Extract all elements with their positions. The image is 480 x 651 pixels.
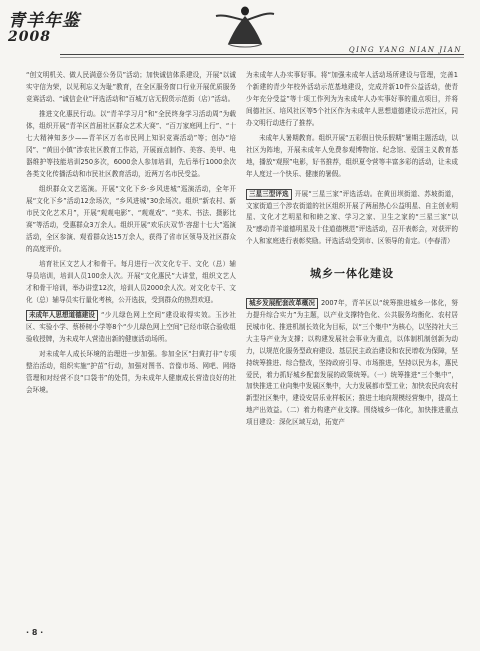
paragraph: “创文明机关、做人民满意公务员”活动；加快诚信体系建设，开展“以诚实守信为荣，以见利忘义为耻”教育，在全区服务窗口行业开展优质服务竞赛活动、“诚信企业”评选活动和“百城万店无假货示范街（店）”活动。 — [26, 71, 236, 103]
paragraph-text: 开展“三星三家”评选活动。在黄田坝街道、苏坡街道，文家街道三个涉农街道的社区组织开展了两届热心公益明星、自主创业明星、文化才艺明星和和睦之家、学习之家、卫生之家的“三星三家”以及“感动青羊道德明星及十佳道德模范”评选活动，召开表彰会，对获评的个人和家庭进行表彰奖励。评选活动受到市、区领导的肯定。（李春清） — [246, 189, 458, 246]
page-header — [0, 0, 480, 62]
page-number: · 8 · — [26, 628, 44, 637]
paragraph — [246, 189, 458, 249]
right-column — [246, 70, 458, 433]
paragraph-text: 2007年，青羊区以“统筹推进城乡一体化，努力提升综合实力”为主题，以产业支撑特色化、公共服务均衡化、农村居民城市化、推进机制长效化为目标，以“三个集中”为核心，以坚持社大三大主导产业为支撑；以构建发展社会事业为重点，以体制机制创新为动力，以规范化服务型政府建设、基层民主政治建设和农民增收为保障，坚持统筹推进、综合整改，坚持政府引导、市场推进，坚持以民为本，惠民爱民，着力抓好城乡配套发展的政策统筹。（一）统筹推进“三个集中”，加快推进工业向集中发展区集中，大力发展都市型工业；加快农民向农村新型社区集中，建设安居乐业样板区；推进土地向规模经营集中，提高土地产出效益。（二）着力构建产业支撑。围绕城乡一体化，加快推进重点项目建设：深化区域互动，拓宽产 — [246, 299, 458, 427]
header-rule — [60, 54, 464, 55]
left-column — [26, 70, 236, 401]
paragraph: 推进文化惠民行动。以“青羊学习月”和“全民终身学习活动周”为载体，组织开展“青羊区首届社区群众艺术大赛”、“百万家庭网上行”、“十七大精神知多少——青羊区万名市民网上知识竞赛活动”等；创办“培冈”、“黄田小镇”涉农社区教育工作站，开展面点制作、美容、美甲、电器维护等技能培训250多次，6000余人参加培训，先后举行1000余次各类文化传播活动和市民社区教育活动，近两万名市民受益。 — [26, 110, 236, 178]
paragraph — [26, 310, 236, 346]
section-tag: 三星三型评选 — [246, 189, 292, 200]
header-tagline: QING YANG NIAN JIAN — [348, 46, 462, 54]
paragraph-text: “少儿绿色网上空间”建设取得实效。玉沙社区、实验小学、蔡桥树小学等8个“少儿绿色网上空间”已经市联合验收组验收授牌，为未成年人营造出新的健康活动场所。 — [26, 311, 236, 344]
section-tag: 城乡发展配套改革概况 — [246, 298, 318, 309]
yearbook-title: 青羊年鉴 — [8, 11, 80, 31]
paragraph: 培育社区文艺人才和骨干。每月进行一次文化专干、文化（总）辅导员培训，培训人员100余人次。开展“文化惠民”大讲堂，组织文艺人才和骨干培训，举办讲堂12次，培训人员2000余人次。对文化专干、文化（总）辅导员实行量化考核，公开选拔，受到群众的热烈欢迎。 — [26, 260, 236, 304]
paragraph: 未成年人暑期教育。组织开展“五彩假日快乐假期”暑期主题活动，以社区为阵地，开展未成年人免费参观博物馆、纪念馆、爱国主义教育基地，播放“观照”电影，好书推荐，组织夏令营等丰富多彩的活动，让未成年人度过一个快乐、健康的暑假。 — [246, 134, 458, 178]
dancer-emblem-icon — [210, 4, 280, 50]
paragraph: 为未成年人办实事好事。将“加强未成年人活动场所建设与管理，完善1个新建的青少年校外活动示范基地建设，完成并新10件公益活动，使青少年充分受益”等十项工作列为为未成年人办实事好事的重点项目，并将间德社区、培风社区等5个社区作为未成年人思想道德建设示范社区，同办文明行动进行了推荐。 — [246, 71, 458, 127]
paragraph: 对未成年人成长环境的治理进一步加强。参加全区“扫黄打非”专项整治活动，组织实施“护苗”行动，加强对图书、音像市场、网吧、网络管理和对经营不良“口袋书”的处罚，为未成年人健康成长营造良好的社会环境。 — [26, 350, 236, 395]
section-heading: 城乡一体化建设 — [310, 267, 394, 281]
header-rule-thin — [60, 57, 464, 58]
yearbook-year: 2008 — [8, 29, 51, 45]
section-tag: 未成年人思想道德建设 — [26, 310, 98, 321]
paragraph: 组织群众文艺巡演。开展“文化下乡·乡风进城”巡演活动，全年开展“文化下乡”活动12余场次，“乡风进城”30余场次。组织“新农村、新市民文化艺术月”，开展“观观电影”、“观观戏”、“美术、书法、摄影比赛”等活动，受惠群众3万余人。组织开展“欢乐庆双节·容甜十七大”巡演活动，全区参演、观看群众达15万余人，获得了省市区领导及社区群众的高度评价。 — [26, 185, 236, 253]
paragraph — [246, 298, 458, 429]
